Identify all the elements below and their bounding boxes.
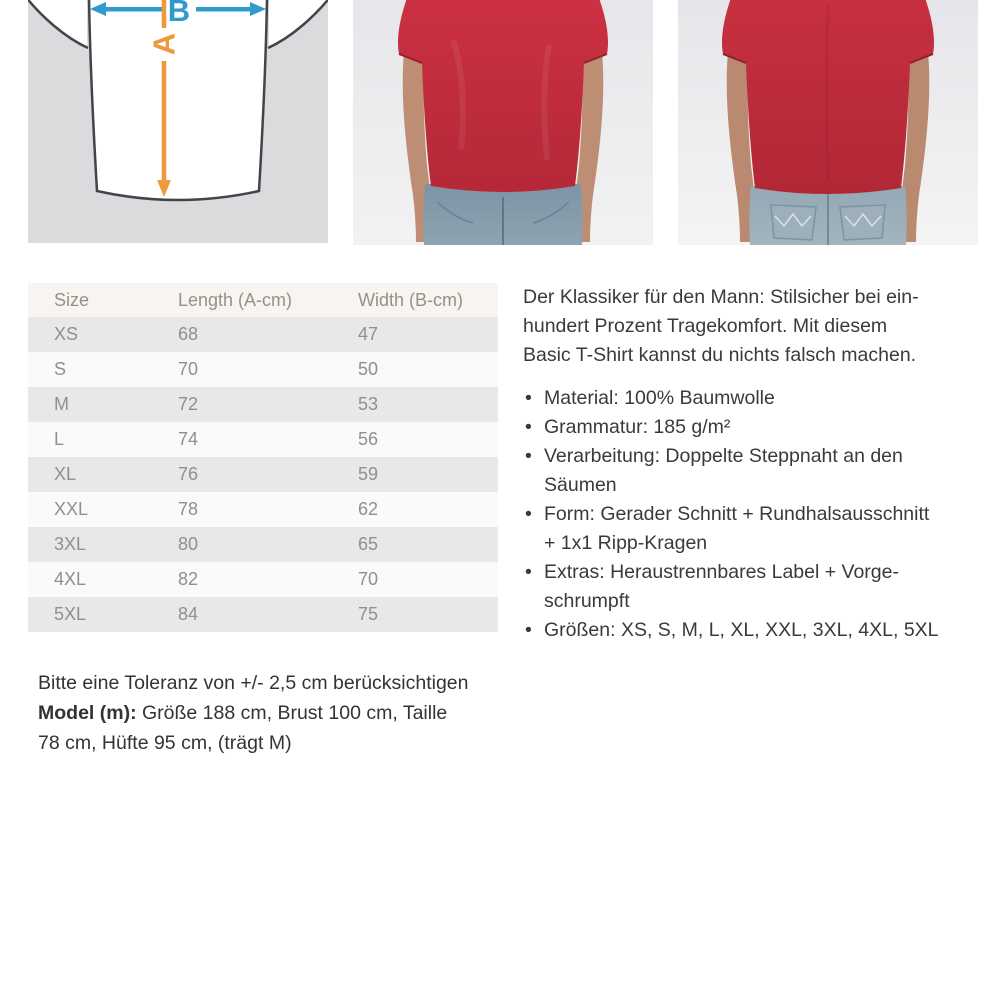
width-cell: 53 [358,394,379,414]
table-row [28,562,498,597]
size-diagram-image[interactable] [28,0,328,245]
description-intro [523,283,993,370]
bullet-line: Verarbeitung: Doppelte Steppnaht an den [544,445,903,467]
width-cell: 47 [358,324,379,344]
list-item [523,442,993,500]
list-item [523,384,993,413]
tshirt-body-shape [89,0,267,200]
length-cell: 82 [178,569,199,589]
model-label: Model (m): [38,702,137,724]
tshirt-front [398,0,608,192]
size-table [28,283,498,632]
size-cell: XS [54,324,79,344]
product-description [523,283,993,645]
bullet-icon: • [525,619,532,641]
bullet-icon: • [525,503,532,525]
bullet-line: Form: Gerader Schnitt + Rundhalsausschnitt [544,503,930,525]
length-cell: 68 [178,324,199,344]
bullet-line: Material: 100% Baumwolle [544,387,775,409]
intro-line: hundert Prozent Tragekomfort. Mit diesem [523,315,888,337]
column-header-width: Width (B-cm) [358,289,463,310]
size-cell: 3XL [54,534,87,554]
product-photo-back[interactable] [678,0,978,245]
length-cell: 74 [178,429,199,449]
length-label: A [146,32,182,56]
size-cell: L [54,429,65,449]
width-cell: 65 [358,534,379,554]
length-cell: 78 [178,499,199,519]
column-header-size: Size [54,289,90,310]
tolerance-note: Bitte eine Toleranz von +/- 2,5 cm berücksichtigen [38,672,469,694]
width-cell: 62 [358,499,379,519]
size-cell: XL [54,464,77,484]
back-center-fold [827,5,829,180]
table-row [28,317,498,352]
bullet-icon: • [525,561,532,583]
model-front-illustration [353,0,653,245]
bullet-line: Extras: Heraustrennbares Label + Vorge- [544,561,899,583]
table-row [28,422,498,457]
bullet-icon: • [525,445,532,467]
width-cell: 50 [358,359,379,379]
list-item [523,616,993,645]
model-info-line [38,698,518,728]
size-cell: 5XL [54,604,87,624]
bullet-icon: • [525,416,532,438]
length-cell: 72 [178,394,199,414]
table-row [28,492,498,527]
size-cell: S [54,359,67,379]
list-item [523,500,993,558]
product-photo-front[interactable] [353,0,653,245]
feature-list [523,384,993,645]
length-cell: 70 [178,359,199,379]
intro-line: Basic T-Shirt kannst du nichts falsch machen. [523,344,917,366]
length-cell: 80 [178,534,199,554]
width-cell: 70 [358,569,379,589]
size-cell: M [54,394,69,414]
model-details: Größe 188 cm, Brust 100 cm, Taille [136,702,448,724]
table-row [28,387,498,422]
bullet-line: Größen: XS, S, M, L, XL, XXL, 3XL, 4XL, 5XL [544,619,939,641]
width-cell: 56 [358,429,379,449]
model-info-line2: 78 cm, Hüfte 95 cm, (trägt M) [38,732,292,754]
width-label: B [167,0,191,28]
width-cell: 75 [358,604,379,624]
size-cell: 4XL [54,569,87,589]
bullet-line: + 1x1 Ripp-Kragen [544,532,708,554]
length-cell: 76 [178,464,199,484]
jeans-left-back-pocket [771,205,816,240]
list-item [523,413,993,442]
size-cell: XXL [54,499,89,519]
size-notes [38,668,518,758]
intro-line: Der Klassiker für den Mann: Stilsicher bei ein- [523,286,919,308]
size-table-header [28,283,498,317]
bullet-icon: • [525,387,532,409]
bullet-line: schrumpft [544,590,630,612]
width-cell: 59 [358,464,379,484]
jeans-right-back-pocket [840,205,885,240]
table-row [28,597,498,632]
table-row [28,457,498,492]
model-back-illustration [678,0,978,245]
table-row [28,352,498,387]
bullet-line: Säumen [544,474,617,496]
tshirt-measure-diagram [28,0,328,245]
bullet-line: Grammatur: 185 g/m² [544,416,731,438]
table-row [28,527,498,562]
column-header-length: Length (A-cm) [178,289,293,310]
list-item [523,558,993,616]
length-cell: 84 [178,604,199,624]
